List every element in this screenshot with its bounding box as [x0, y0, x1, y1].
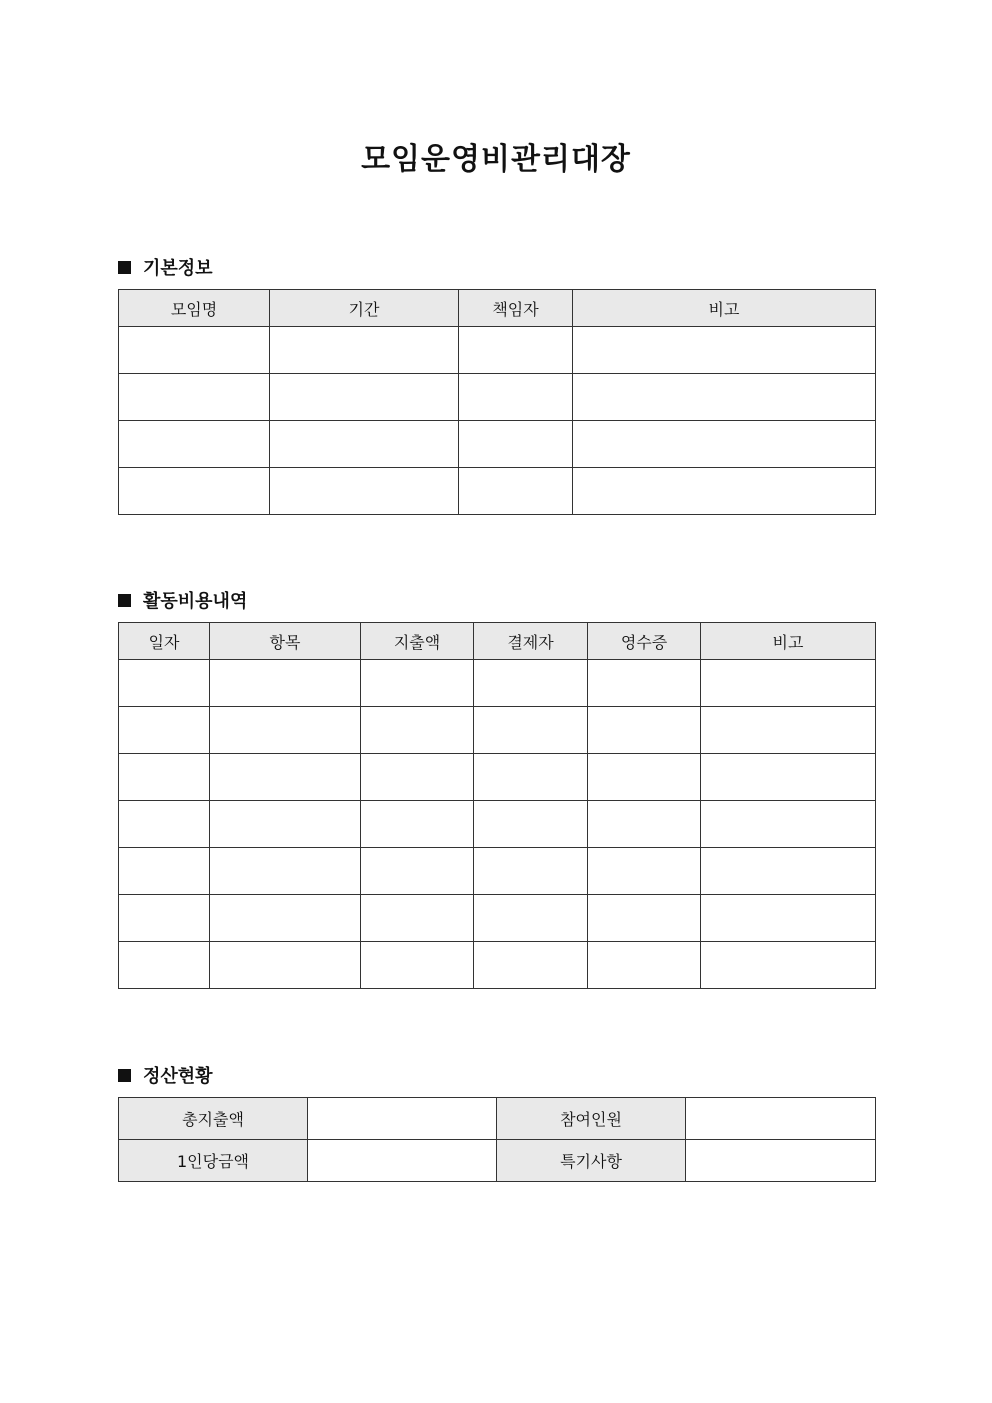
black-square-icon — [118, 1069, 131, 1082]
table-cell[interactable] — [573, 468, 876, 515]
per-person-amount-label: 1인당금액 — [119, 1140, 308, 1182]
total-expense-label: 총지출액 — [119, 1098, 308, 1140]
column-header-item: 항목 — [210, 623, 361, 660]
table-cell[interactable] — [474, 754, 588, 801]
column-header-amount: 지출액 — [361, 623, 474, 660]
column-header-date: 일자 — [119, 623, 210, 660]
total-expense-value[interactable] — [308, 1098, 497, 1140]
basic-info-table — [118, 289, 876, 515]
table-row — [119, 468, 876, 515]
table-cell[interactable] — [210, 660, 361, 707]
column-header-payer: 결제자 — [474, 623, 588, 660]
table-row — [119, 801, 876, 848]
table-cell[interactable] — [119, 707, 210, 754]
table-cell[interactable] — [588, 660, 701, 707]
table-cell[interactable] — [573, 327, 876, 374]
table-cell[interactable] — [701, 707, 876, 754]
table-cell[interactable] — [270, 374, 459, 421]
section-heading-expenses — [118, 587, 247, 613]
special-notes-label: 특기사항 — [497, 1140, 686, 1182]
table-cell[interactable] — [474, 660, 588, 707]
table-cell[interactable] — [210, 754, 361, 801]
table-row — [119, 895, 876, 942]
table-row — [119, 421, 876, 468]
table-cell[interactable] — [701, 754, 876, 801]
table-cell[interactable] — [361, 895, 474, 942]
table-row — [119, 660, 876, 707]
black-square-icon — [118, 594, 131, 607]
table-cell[interactable] — [119, 848, 210, 895]
table-cell[interactable] — [588, 801, 701, 848]
table-cell[interactable] — [361, 848, 474, 895]
table-cell[interactable] — [459, 327, 573, 374]
table-row — [119, 1098, 876, 1140]
section-heading-label: 활동비용내역 — [143, 591, 248, 612]
table-row — [119, 327, 876, 374]
table-cell[interactable] — [210, 942, 361, 989]
table-cell[interactable] — [210, 848, 361, 895]
table-row — [119, 942, 876, 989]
table-cell[interactable] — [119, 374, 270, 421]
special-notes-value[interactable] — [686, 1140, 876, 1182]
table-cell[interactable] — [270, 468, 459, 515]
table-cell[interactable] — [361, 942, 474, 989]
table-row — [119, 1140, 876, 1182]
table-cell[interactable] — [361, 707, 474, 754]
table-cell[interactable] — [119, 660, 210, 707]
per-person-amount-value[interactable] — [308, 1140, 497, 1182]
table-cell[interactable] — [119, 421, 270, 468]
table-cell[interactable] — [459, 374, 573, 421]
table-cell[interactable] — [119, 468, 270, 515]
participants-value[interactable] — [686, 1098, 876, 1140]
table-cell[interactable] — [573, 374, 876, 421]
table-row — [119, 754, 876, 801]
table-cell[interactable] — [361, 801, 474, 848]
table-cell[interactable] — [588, 848, 701, 895]
table-cell[interactable] — [270, 421, 459, 468]
table-cell[interactable] — [210, 895, 361, 942]
column-header-meeting-name: 모임명 — [119, 290, 270, 327]
table-cell[interactable] — [119, 327, 270, 374]
expense-table — [118, 622, 876, 989]
table-cell[interactable] — [701, 848, 876, 895]
table-cell[interactable] — [119, 895, 210, 942]
section-heading-label: 기본정보 — [143, 258, 213, 279]
table-cell[interactable] — [588, 895, 701, 942]
column-header-period: 기간 — [270, 290, 459, 327]
table-cell[interactable] — [119, 942, 210, 989]
table-cell[interactable] — [474, 848, 588, 895]
table-cell[interactable] — [588, 754, 701, 801]
table-cell[interactable] — [588, 707, 701, 754]
table-cell[interactable] — [474, 801, 588, 848]
table-cell[interactable] — [210, 707, 361, 754]
table-cell[interactable] — [361, 660, 474, 707]
table-cell[interactable] — [474, 942, 588, 989]
table-header-row — [119, 623, 876, 660]
table-cell[interactable] — [119, 801, 210, 848]
section-heading-settlement — [118, 1062, 213, 1088]
participants-label: 참여인원 — [497, 1098, 686, 1140]
table-cell[interactable] — [701, 801, 876, 848]
table-cell[interactable] — [459, 468, 573, 515]
table-cell[interactable] — [701, 895, 876, 942]
table-cell[interactable] — [474, 895, 588, 942]
table-row — [119, 707, 876, 754]
table-cell[interactable] — [210, 801, 361, 848]
table-cell[interactable] — [459, 421, 573, 468]
table-cell[interactable] — [270, 327, 459, 374]
black-square-icon — [118, 261, 131, 274]
table-cell[interactable] — [588, 942, 701, 989]
column-header-remarks: 비고 — [701, 623, 876, 660]
column-header-remarks: 비고 — [573, 290, 876, 327]
column-header-manager: 책임자 — [459, 290, 573, 327]
table-header-row — [119, 290, 876, 327]
table-cell[interactable] — [474, 707, 588, 754]
table-row — [119, 374, 876, 421]
page-title: 모임운영비관리대장 — [361, 142, 631, 177]
settlement-table — [118, 1097, 876, 1182]
section-heading-label: 정산현황 — [143, 1066, 213, 1087]
table-cell[interactable] — [701, 942, 876, 989]
table-row — [119, 848, 876, 895]
table-cell[interactable] — [361, 754, 474, 801]
column-header-receipt: 영수증 — [588, 623, 701, 660]
table-cell[interactable] — [701, 660, 876, 707]
section-heading-basic-info — [118, 254, 213, 280]
table-cell[interactable] — [573, 421, 876, 468]
table-cell[interactable] — [119, 754, 210, 801]
